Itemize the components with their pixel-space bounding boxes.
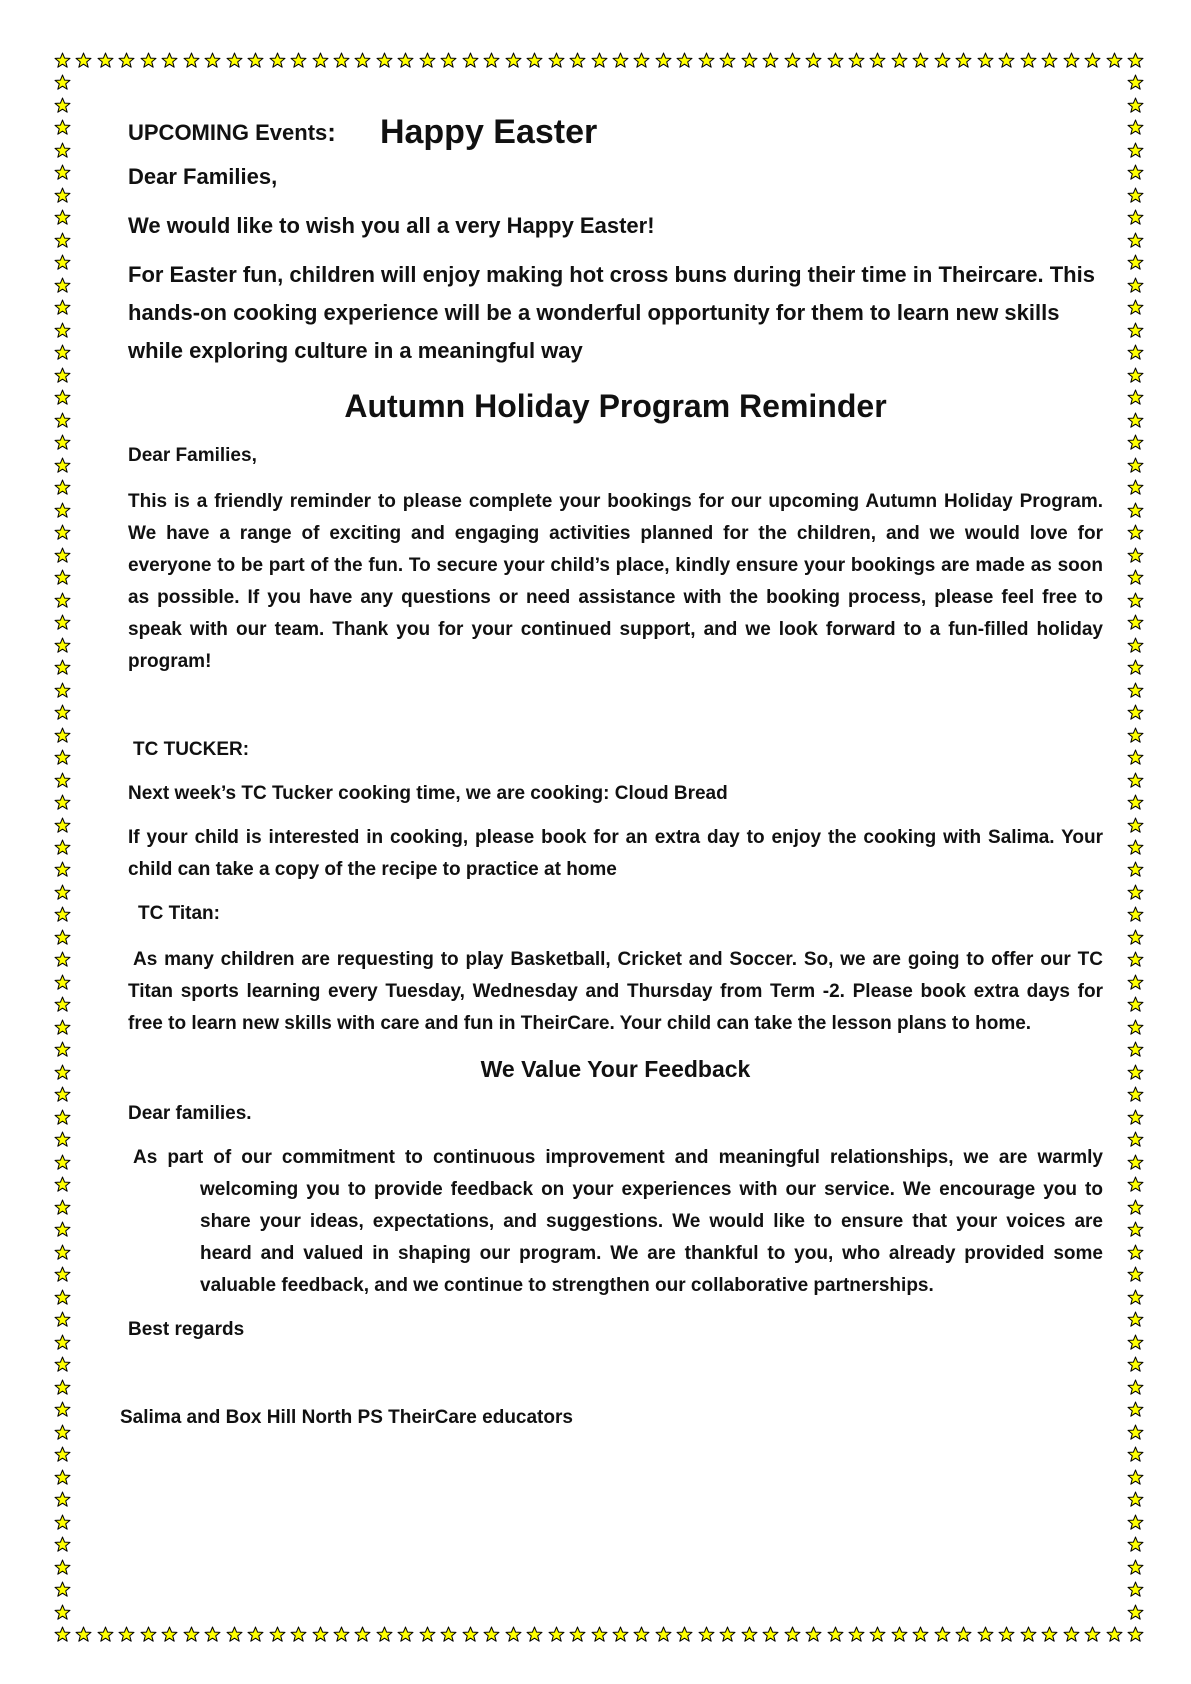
autumn-greeting: Dear Families,: [128, 445, 257, 466]
star-icon: [1127, 1379, 1144, 1396]
star-icon: [1041, 1626, 1058, 1643]
star-icon: [54, 1536, 71, 1553]
star-icon: [1127, 74, 1144, 91]
star-icon: [54, 1244, 71, 1261]
star-icon: [54, 951, 71, 968]
tucker-heading: TC TUCKER:: [133, 739, 250, 760]
star-icon: [440, 52, 457, 69]
star-icon: [1127, 1424, 1144, 1441]
star-icon: [354, 52, 371, 69]
star-icon: [54, 164, 71, 181]
autumn-body: This is a friendly reminder to please complete your bookings for our upcoming Autumn Holiday Program. We have a range of exciting and engaging activities planned for the children, and we would love for everyone to be part of the fun. To secure your child’s place, kindly ensure your bookings are made as soon as possible. If you have any questions or need assistance with the booking process, please feel free to speak with our team. Thank you for your continued support, and we look forward to a fun-filled holiday program!: [128, 491, 1103, 672]
star-icon: [54, 1356, 71, 1373]
star-icon: [1127, 209, 1144, 226]
star-icon: [805, 1626, 822, 1643]
star-icon: [54, 592, 71, 609]
star-icon: [54, 1604, 71, 1621]
star-icon: [54, 569, 71, 586]
star-icon: [419, 1626, 436, 1643]
star-icon: [548, 52, 565, 69]
star-icon: [54, 1266, 71, 1283]
star-icon: [1127, 1176, 1144, 1193]
star-icon: [1127, 502, 1144, 519]
star-icon: [1127, 1514, 1144, 1531]
star-icon: [161, 52, 178, 69]
star-icon: [805, 52, 822, 69]
star-icon: [1127, 1446, 1144, 1463]
star-icon: [419, 52, 436, 69]
star-icon: [1127, 817, 1144, 834]
star-icon: [1127, 1334, 1144, 1351]
star-icon: [1127, 1581, 1144, 1598]
star-icon: [483, 52, 500, 69]
star-icon: [54, 277, 71, 294]
star-icon: [54, 996, 71, 1013]
star-icon: [1127, 659, 1144, 676]
star-icon: [1127, 457, 1144, 474]
star-icon: [247, 52, 264, 69]
star-icon: [1127, 996, 1144, 1013]
star-icon: [54, 367, 71, 384]
star-icon: [591, 1626, 608, 1643]
star-icon: [741, 1626, 758, 1643]
star-icon: [676, 1626, 693, 1643]
star-icon: [1127, 254, 1144, 271]
star-icon: [1127, 1244, 1144, 1261]
star-icon: [762, 52, 779, 69]
star-icon: [440, 1626, 457, 1643]
star-icon: [548, 1626, 565, 1643]
star-icon: [633, 1626, 650, 1643]
star-icon: [1127, 97, 1144, 114]
star-icon: [54, 861, 71, 878]
star-icon: [1127, 277, 1144, 294]
star-icon: [762, 1626, 779, 1643]
star-icon: [1127, 951, 1144, 968]
star-icon: [848, 52, 865, 69]
star-icon: [54, 1446, 71, 1463]
star-icon: [1127, 1401, 1144, 1418]
star-icon: [290, 1626, 307, 1643]
star-icon: [54, 1469, 71, 1486]
star-icon: [54, 794, 71, 811]
star-icon: [54, 1154, 71, 1171]
star-icon: [1020, 1626, 1037, 1643]
star-icon: [741, 52, 758, 69]
star-icon: [462, 1626, 479, 1643]
star-icon: [1127, 1154, 1144, 1171]
star-icon: [1127, 52, 1144, 69]
star-icon: [54, 772, 71, 789]
feedback-body: As part of our commitment to continuous improvement and meaningful relationships, we are warmly welcoming you to provide feedback on your experiences with our service. We encourage you to share your ideas, expectations, and suggestions. We would like to ensure that your voices are heard and valued in shaping our program. We are thankful to you, who already provided some valuable feedback, and we continue to strengthen our collaborative partnerships.: [133, 1147, 1103, 1296]
star-icon: [1127, 794, 1144, 811]
star-icon: [1127, 704, 1144, 721]
star-icon: [54, 1424, 71, 1441]
star-icon: [54, 547, 71, 564]
star-icon: [912, 1626, 929, 1643]
star-icon: [269, 52, 286, 69]
feedback-title: We Value Your Feedback: [480, 1056, 751, 1082]
star-icon: [54, 434, 71, 451]
star-icon: [140, 1626, 157, 1643]
star-icon: [54, 1064, 71, 1081]
star-icon: [1127, 1109, 1144, 1126]
star-icon: [54, 457, 71, 474]
star-icon: [848, 1626, 865, 1643]
star-icon: [54, 659, 71, 676]
star-icon: [1127, 479, 1144, 496]
star-icon: [1127, 1266, 1144, 1283]
star-icon: [1063, 52, 1080, 69]
star-icon: [1127, 142, 1144, 159]
star-icon: [1127, 839, 1144, 856]
star-icon: [1127, 929, 1144, 946]
star-icon: [54, 614, 71, 631]
star-icon: [1127, 1086, 1144, 1103]
star-icon: [1041, 52, 1058, 69]
star-icon: [1127, 569, 1144, 586]
star-icon: [1127, 1064, 1144, 1081]
star-icon: [226, 1626, 243, 1643]
star-icon: [1127, 727, 1144, 744]
star-icon: [54, 1491, 71, 1508]
star-icon: [54, 232, 71, 249]
best-regards: Best regards: [128, 1319, 245, 1340]
star-icon: [397, 52, 414, 69]
star-icon: [1127, 614, 1144, 631]
star-icon: [54, 929, 71, 946]
upcoming-colon: :: [327, 117, 336, 147]
star-icon: [1127, 749, 1144, 766]
star-icon: [140, 52, 157, 69]
star-icon: [75, 1626, 92, 1643]
star-icon: [827, 52, 844, 69]
star-icon: [54, 97, 71, 114]
star-icon: [1127, 434, 1144, 451]
titan-body: As many children are requesting to play Basketball, Cricket and Soccer. So, we are going to offer our TC Titan sports learning every Tuesday, Wednesday and Thursday from Term -2. Please book extra days for free to learn new skills with care and fun in TheirCare. Your child can take the lesson plans to home.: [128, 949, 1103, 1034]
star-icon: [354, 1626, 371, 1643]
star-icon: [54, 1041, 71, 1058]
star-icon: [1127, 682, 1144, 699]
star-icon: [655, 1626, 672, 1643]
star-icon: [75, 52, 92, 69]
star-icon: [1127, 412, 1144, 429]
autumn-title: Autumn Holiday Program Reminder: [344, 388, 887, 424]
star-icon: [1127, 1536, 1144, 1553]
star-icon: [1127, 772, 1144, 789]
star-icon: [977, 1626, 994, 1643]
star-icon: [54, 1379, 71, 1396]
upcoming-events-label: UPCOMING Events: [128, 120, 328, 145]
star-icon: [54, 119, 71, 136]
star-icon: [1084, 1626, 1101, 1643]
star-icon: [912, 52, 929, 69]
star-icon: [54, 1199, 71, 1216]
star-icon: [1127, 1491, 1144, 1508]
easter-wish: We would like to wish you all a very Happy Easter!: [128, 213, 655, 238]
star-icon: [54, 322, 71, 339]
star-icon: [934, 1626, 951, 1643]
star-icon: [54, 74, 71, 91]
star-icon: [1127, 592, 1144, 609]
star-icon: [54, 524, 71, 541]
star-icon: [955, 52, 972, 69]
signature: Salima and Box Hill North PS TheirCare educators: [120, 1407, 573, 1428]
star-icon: [97, 1626, 114, 1643]
star-icon: [483, 1626, 500, 1643]
star-icon: [54, 412, 71, 429]
star-icon: [1127, 524, 1144, 541]
star-icon: [118, 52, 135, 69]
star-icon: [719, 52, 736, 69]
page-title: Happy Easter: [379, 113, 598, 151]
star-icon: [977, 52, 994, 69]
star-icon: [1127, 1311, 1144, 1328]
newsletter-content: [120, 104, 1103, 1434]
star-icon: [1106, 1626, 1123, 1643]
star-icon: [633, 52, 650, 69]
star-icon: [784, 52, 801, 69]
star-icon: [333, 1626, 350, 1643]
star-icon: [54, 1131, 71, 1148]
star-icon: [1127, 1559, 1144, 1576]
titan-heading: TC Titan:: [138, 903, 220, 924]
star-icon: [204, 52, 221, 69]
star-icon: [333, 52, 350, 69]
star-icon: [54, 479, 71, 496]
star-icon: [1127, 906, 1144, 923]
star-icon: [54, 1626, 71, 1643]
star-icon: [204, 1626, 221, 1643]
star-icon: [612, 52, 629, 69]
star-icon: [54, 682, 71, 699]
star-icon: [269, 1626, 286, 1643]
star-icon: [1063, 1626, 1080, 1643]
star-icon: [505, 52, 522, 69]
star-icon: [591, 52, 608, 69]
star-icon: [54, 1176, 71, 1193]
star-icon: [1127, 1626, 1144, 1643]
star-icon: [934, 52, 951, 69]
star-icon: [1127, 1356, 1144, 1373]
star-icon: [226, 52, 243, 69]
star-icon: [1127, 367, 1144, 384]
star-icon: [376, 52, 393, 69]
star-icon: [54, 209, 71, 226]
star-icon: [1127, 1469, 1144, 1486]
star-icon: [54, 187, 71, 204]
star-icon: [569, 52, 586, 69]
star-icon: [1127, 884, 1144, 901]
star-icon: [719, 1626, 736, 1643]
star-icon: [1127, 164, 1144, 181]
star-icon: [784, 1626, 801, 1643]
star-icon: [247, 1626, 264, 1643]
star-icon: [183, 1626, 200, 1643]
star-icon: [54, 1311, 71, 1328]
star-icon: [1127, 1131, 1144, 1148]
star-icon: [655, 52, 672, 69]
star-icon: [54, 1019, 71, 1036]
star-icon: [869, 1626, 886, 1643]
star-icon: [54, 344, 71, 361]
star-icon: [161, 1626, 178, 1643]
star-icon: [1127, 389, 1144, 406]
star-icon: [54, 1086, 71, 1103]
star-icon: [54, 1559, 71, 1576]
star-icon: [1127, 1019, 1144, 1036]
star-icon: [397, 1626, 414, 1643]
star-icon: [118, 1626, 135, 1643]
star-icon: [312, 1626, 329, 1643]
star-icon: [698, 52, 715, 69]
star-icon: [54, 749, 71, 766]
star-icon: [54, 1581, 71, 1598]
star-icon: [54, 704, 71, 721]
star-icon: [891, 1626, 908, 1643]
star-icon: [1127, 119, 1144, 136]
star-icon: [526, 52, 543, 69]
star-icon: [955, 1626, 972, 1643]
star-icon: [1127, 861, 1144, 878]
star-icon: [1084, 52, 1101, 69]
star-icon: [290, 52, 307, 69]
star-icon: [1127, 637, 1144, 654]
star-icon: [1127, 187, 1144, 204]
star-icon: [54, 974, 71, 991]
star-icon: [891, 52, 908, 69]
star-icon: [1127, 1041, 1144, 1058]
star-icon: [869, 52, 886, 69]
star-icon: [462, 52, 479, 69]
star-icon: [827, 1626, 844, 1643]
star-icon: [1020, 52, 1037, 69]
star-icon: [1127, 299, 1144, 316]
star-icon: [1106, 52, 1123, 69]
easter-body: For Easter fun, children will enjoy making hot cross buns during their time in Theircare. This hands-on cooking experience will be a wonderful opportunity for them to learn new skills while exploring culture in a meaningful way: [128, 262, 1095, 363]
star-icon: [526, 1626, 543, 1643]
star-icon: [54, 817, 71, 834]
tucker-body: If your child is interested in cooking, please book for an extra day to enjoy the cooking with Salima. Your child can take a copy of the recipe to practice at home: [128, 827, 1103, 880]
star-icon: [54, 1401, 71, 1418]
star-icon: [54, 1109, 71, 1126]
star-icon: [1127, 1221, 1144, 1238]
star-icon: [54, 839, 71, 856]
star-icon: [1127, 547, 1144, 564]
star-icon: [698, 1626, 715, 1643]
header-line: [128, 104, 1103, 152]
star-icon: [97, 52, 114, 69]
star-icon: [54, 502, 71, 519]
star-icon: [54, 637, 71, 654]
star-icon: [54, 1289, 71, 1306]
star-icon: [505, 1626, 522, 1643]
star-icon: [1127, 1289, 1144, 1306]
star-icon: [1127, 344, 1144, 361]
star-icon: [183, 52, 200, 69]
star-icon: [676, 52, 693, 69]
star-icon: [376, 1626, 393, 1643]
star-icon: [1127, 1604, 1144, 1621]
feedback-greeting: Dear families.: [128, 1103, 252, 1124]
star-icon: [54, 884, 71, 901]
star-icon: [1127, 1199, 1144, 1216]
star-icon: [54, 254, 71, 271]
star-icon: [54, 1514, 71, 1531]
star-icon: [998, 1626, 1015, 1643]
star-icon: [312, 52, 329, 69]
star-icon: [569, 1626, 586, 1643]
star-icon: [1127, 232, 1144, 249]
star-icon: [1127, 322, 1144, 339]
easter-greeting: Dear Families,: [128, 164, 278, 189]
star-icon: [54, 389, 71, 406]
star-icon: [54, 1334, 71, 1351]
star-icon: [54, 52, 71, 69]
star-icon: [998, 52, 1015, 69]
star-icon: [54, 906, 71, 923]
tucker-line: Next week’s TC Tucker cooking time, we are cooking: Cloud Bread: [128, 783, 728, 804]
star-icon: [54, 299, 71, 316]
star-icon: [1127, 974, 1144, 991]
star-icon: [54, 1221, 71, 1238]
star-icon: [54, 142, 71, 159]
star-icon: [612, 1626, 629, 1643]
star-icon: [54, 727, 71, 744]
